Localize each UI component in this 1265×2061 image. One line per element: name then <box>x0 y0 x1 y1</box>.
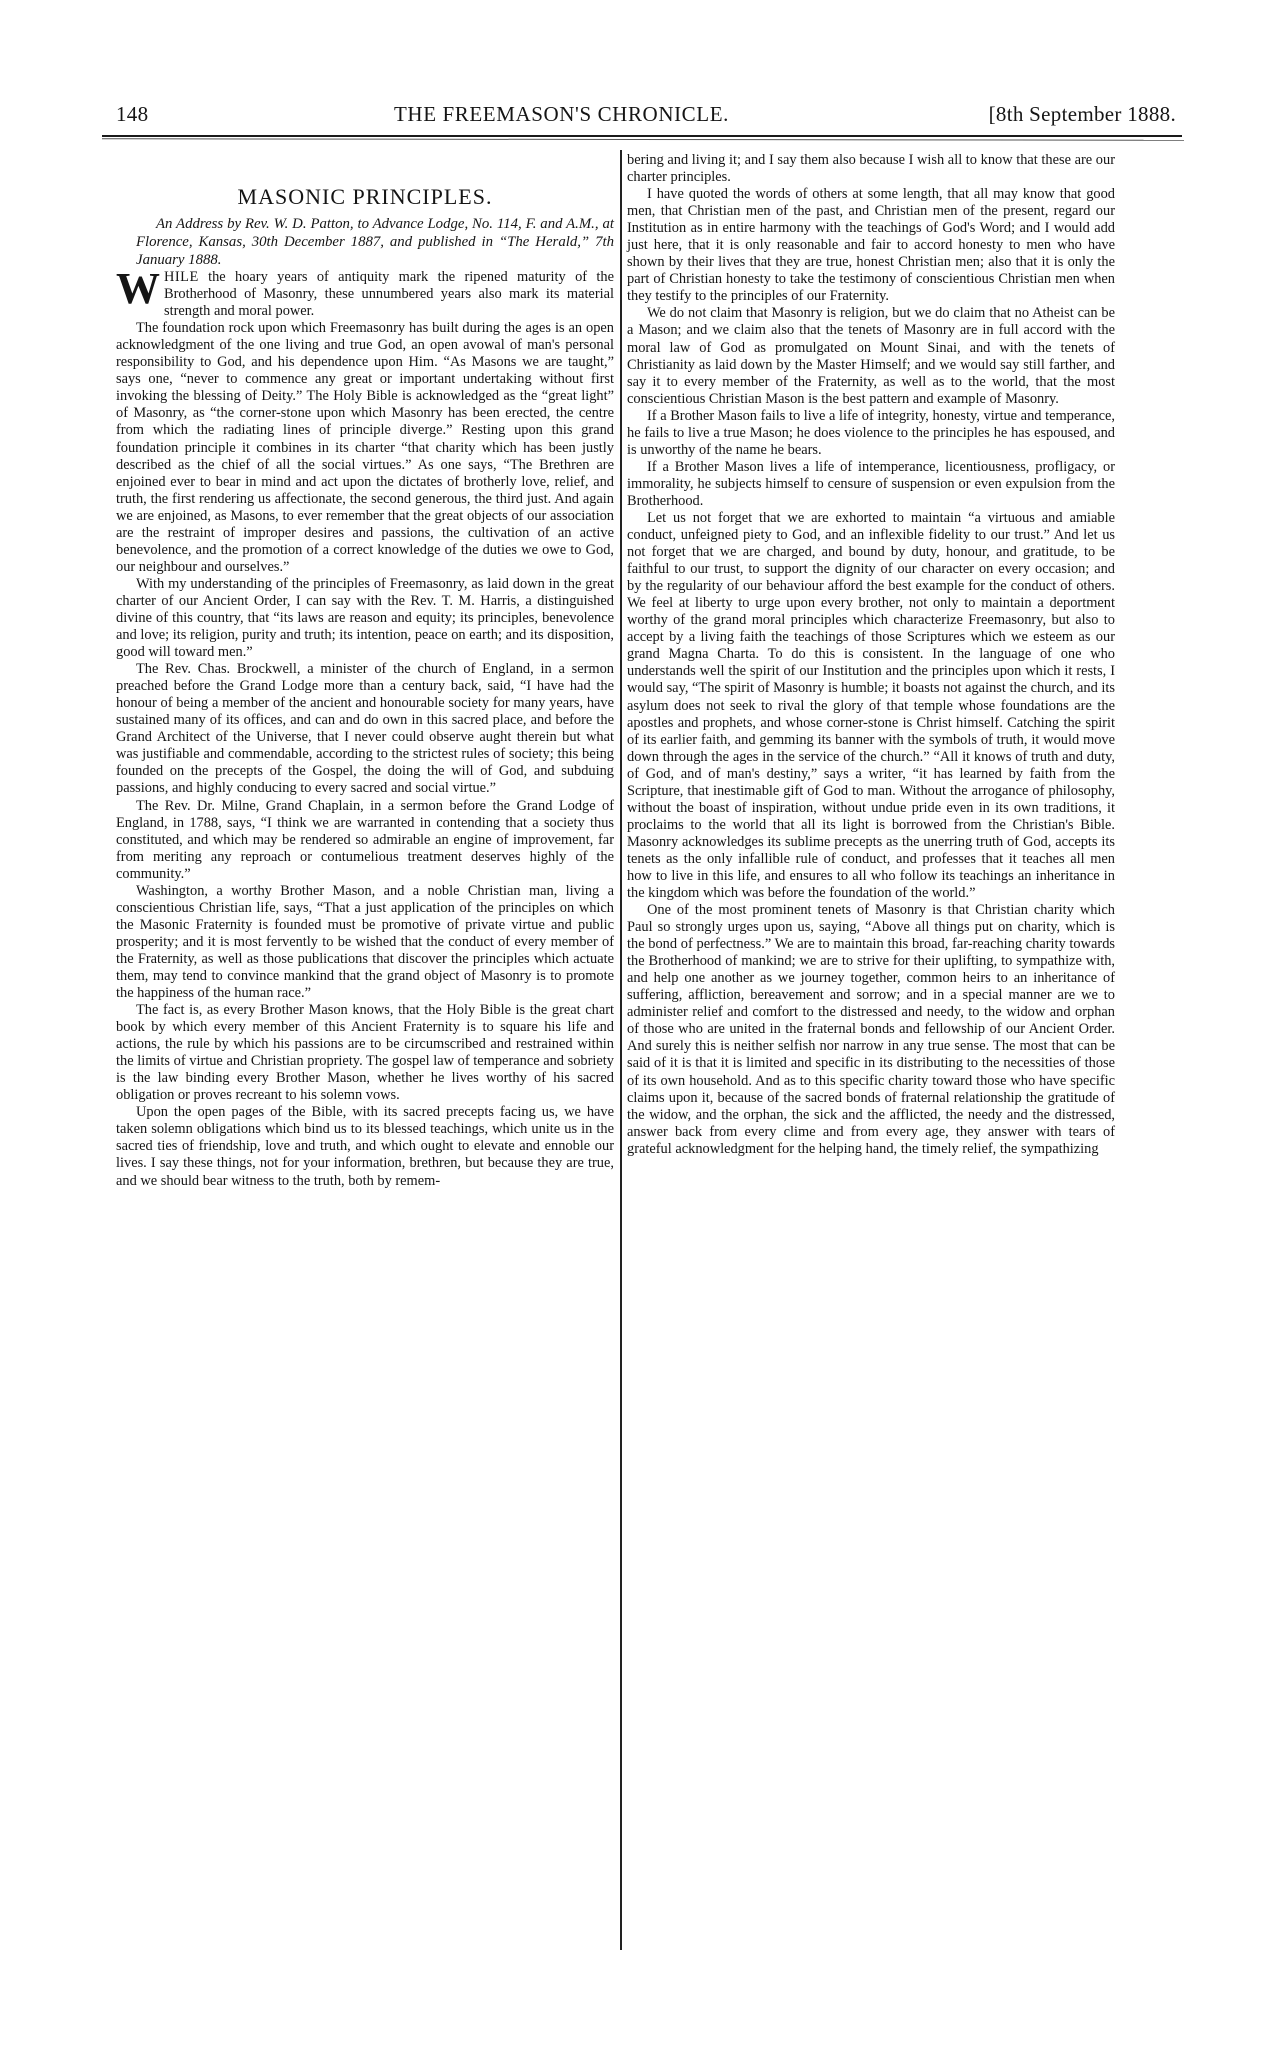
paragraph: The foundation rock upon which Freemasonry has built during the ages is an open acknowledgment of the one living and true God, an open avowal of man's personal responsibility to God, and his dependence upon Him. “As Masons we are taught,” says one, “never to commence any great or important undertaking without first invoking the blessing of Deity.” The Holy Bible is acknowledged as the “great light” of Masonry, as “the corner-stone upon which Masonry has been erected, the centre from which the radiating lines of principle diverge.” Resting upon this grand foundation principle it combines in its charter “that charity which has been justly described as the chief of all the social virtues.” As one says, “The Brethren are enjoined ever to bear in mind and act upon the dictates of brotherly love, relief, and truth, the first rendering us affectionate, the second generous, the third just. And again we are enjoined, as Masons, to ever remember that the great objects of our association are the restraint of improper desires and passions, the cultivation of an active benevolence, and the promotion of a correct knowledge of the duties we owe to God, our neighbour and ourselves.” <box>116 320 614 575</box>
paragraph: The fact is, as every Brother Mason knows, that the Holy Bible is the great chart book by which every member of this Ancient Fraternity is to square his life and actions, the rule by which his passions are to be circumscribed and restrained within the limits of virtue and Christian propriety. The gospel law of temperance and sobriety is the law binding every Brother Mason, whether he lives worthy of his sacred obligation or proves recreant to his solemn vows. <box>116 1002 614 1104</box>
paragraph: One of the most prominent tenets of Masonry is that Christian charity which Paul so strongly urges upon us, saying, “Above all things put on charity, which is the bond of perfectness.” We are to maintain this broad, far-reaching charity towards the Brotherhood of mankind; we are to strive for their uplifting, to sympathize with, and help one another as we journey together, common heirs to an inheritance of suffering, affliction, bereavement and sorrow; and in a special manner are we to administer relief and comfort to the distressed and needy, to the widow and orphan of those who are united in the fraternal bonds and fellowship of our Ancient Order. And surely this is neither selfish nor narrow in any true sense. The most that can be said of it is that it is limited and specific in its distributing to the necessities of those of its own household. And as to this specific charity toward those who have specific claims upon it, because of the sacred bonds of fraternal relationship the gratitude of the widow, and the orphan, the sick and the afflicted, the needy and the distressed, answer back from every clime and from every age, they answer with tears of grateful acknowledgment for the helping hand, the timely relief, the sympathizing <box>627 902 1115 1157</box>
article-title: MASONIC PRINCIPLES. <box>237 184 493 209</box>
page-number: 148 <box>116 102 149 126</box>
lead-paragraph <box>116 264 614 320</box>
paragraph: If a Brother Mason lives a life of intemperance, licentiousness, profligacy, or immorality, he subjects himself to censure of suspension or even expulsion from the Brotherhood. <box>627 458 1115 509</box>
paragraph: Let us not forget that we are exhorted to maintain “a virtuous and amiable conduct, unfeigned piety to God, and an inflexible fidelity to our trust.” And let us not forget that we are charged, and bound by duty, honour, and gratitude, to be faithful to our trust, to support the dignity of our character on every occasion; and by the regularity of our behaviour afford the best example for the conduct of others. We feel at liberty to urge upon every brother, not only to maintain a deportment worthy of the grand moral principles which characterize Freemasonry, but also to accept by a living faith the teachings of those Scriptures which we esteem as our grand Magna Charta. To do this is consistent. In the language of one who understands well the spirit of our Institution and the principles upon which it rests, I would say, “The spirit of Masonry is humble; it boasts not against the church, and its asylum does not seek to rival the glory of that temple whose foundations are the apostles and prophets, and whose corner-stone is Christ himself. Catching the spirit of its earlier faith, and gemming its banner with the symbols of truth, it would move down through the ages in the service of the church.” “All it knows of truth and duty, of God, and of man's destiny,” says a writer, “it has learned by faith from the Scripture, that inestimable gift of God to man. Without the arrogance of philosophy, without the boast of inspiration, without undue pride even in its own traditions, it proclaims to the world that all its light is borrowed from the Christian's Bible. Masonry acknowledges its sublime precepts as the unerring truth of God, accepts its tenets as the only infallible rule of conduct, and professes that it teaches all men how to live in this life, and ensures to all who follow its teachings an inheritance in the kingdom which was before the foundation of the world.” <box>627 509 1115 902</box>
masthead-rule <box>102 135 1182 137</box>
paragraph: The Rev. Dr. Milne, Grand Chaplain, in a sermon before the Grand Lodge of England, in 1788, says, “I think we are warranted in contending that a society thus constituted, and which may be rendered so admirable an engine of improvement, far from meriting any reproach or contumelious treatment deserves highly of the community.” <box>116 797 614 882</box>
paragraph: I have quoted the words of others at some length, that all may know that good men, that Christian men of the past, and Christian men of the present, regard our Institution as in entire harmony with the teachings of God's Word; and I would add just here, that it is only reasonable and fair to accord honesty to men who have shown by their lives that they are true, honest Christian men; also that it is only the part of Christian honesty to take the testimony of conscientious Christian men when they testify to the principles of our Fraternity. <box>627 186 1115 305</box>
continuation-paragraph: bering and living it; and I say them also because I wish all to know that these are our charter principles. <box>627 152 1115 186</box>
article-byline: An Address by Rev. W. D. Patton, to Advance Lodge, No. 114, F. and A.M., at Florence, Kansas, 30th December 1887, and published in “The Herald,” 7th January 1888. <box>136 216 614 269</box>
paragraph: The Rev. Chas. Brockwell, a minister of the church of England, in a sermon preached before the Grand Lodge more than a century back, said, “I have had the honour of being a member of the ancient and honourable society for many years, have sustained many of its offices, and can and do own in this sacred place, and before the Grand Architect of the Universe, that I never could observe aught therein but what was justifiable and commendable, according to the strictest rules of society; this being founded on the precepts of the Gospel, the doing the will of God, and subduing passions, and highly conducing to every sacred and social virtue.” <box>116 661 614 797</box>
paragraph: If a Brother Mason fails to live a life of integrity, honesty, virtue and temperance, he fails to live a true Mason; he does violence to the principles he has espoused, and is unworthy of the name he bears. <box>627 407 1115 458</box>
column-left <box>116 152 614 1190</box>
masthead <box>116 102 1176 132</box>
paragraph: We do not claim that Masonry is religion, but we do claim that no Atheist can be a Mason; and we claim also that the tenets of Masonry are in full accord with the moral law of God as promulgated on Mount Sinai, and with the tenets of Christianity as laid down by the Master Himself; and we would say still farther, and say it to every member of the Fraternity, as well as to the world, that the most conscientious Christian Mason is the best pattern and example of Masonry. <box>627 305 1115 407</box>
issue-date: [8th September 1888. <box>988 102 1176 126</box>
paragraph: Upon the open pages of the Bible, with its sacred precepts facing us, we have taken solemn obligations which bind us to its blessed teachings, which unite us in the sacred ties of friendship, love and truth, and which ought to elevate and ennoble our lives. I say these things, not for your information, brethren, but because they are true, and we should bear witness to the truth, both by remem- <box>116 1104 614 1189</box>
publication-title: THE FREEMASON'S CHRONICLE. <box>394 102 729 126</box>
paragraph: Washington, a worthy Brother Mason, and a noble Christian man, living a conscientious Christian life, says, “That a just application of the principles on which the Masonic Fraternity is founded must be promotive of private virtue and public prosperity; and it is most fervently to be wished that the conduct of every member of the Fraternity, as well as those publications that discover the principles which actuate them, may tend to convince mankind that the grand object of Masonry is to promote the happiness of the human race.” <box>116 882 614 1002</box>
masthead-rule-thin <box>102 138 1184 141</box>
paragraph: With my understanding of the principles of Freemasonry, as laid down in the great charter of our Ancient Order, I can say with the Rev. T. M. Harris, a distinguished divine of this country, that “its laws are reason and equity; its principles, benevolence and love; its religion, purity and truth; its intention, peace on earth; and its disposition, good will toward men.” <box>116 575 614 661</box>
lead-text: the hoary years of antiquity mark the ripened maturity of the Brotherhood of Masonry, these unnumbered years also mark its material strength and moral power. <box>164 269 614 320</box>
lead-caps: HILE <box>164 269 199 286</box>
column-right <box>627 152 1115 1158</box>
column-divider <box>620 150 622 1950</box>
drop-cap: W <box>116 264 160 314</box>
